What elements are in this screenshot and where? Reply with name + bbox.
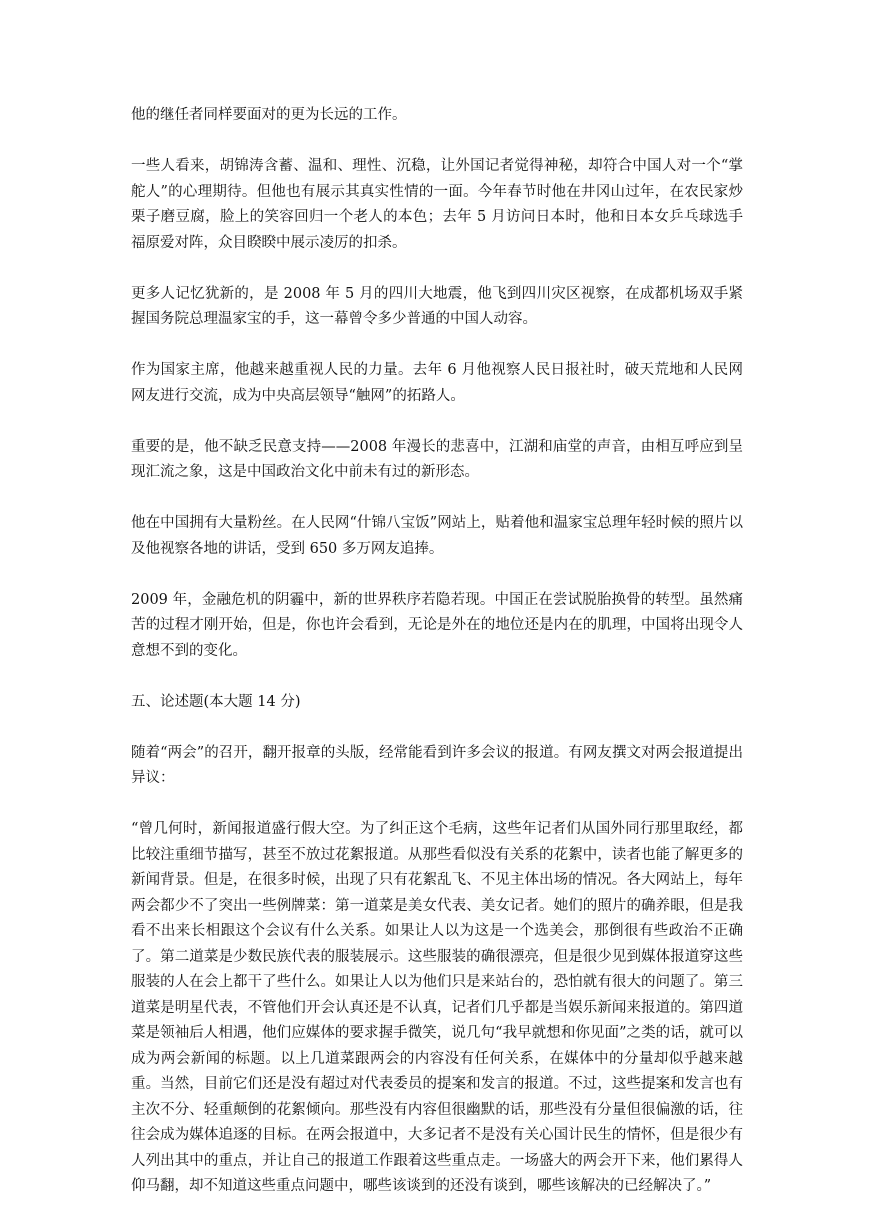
paragraph-two-sessions-intro: 随着“两会”的召开，翻开报章的头版，经常能看到许多会议的报道。有网友撰文对两会报道提出异议： [131,744,743,786]
paragraph-sichuan-earthquake: 更多人记忆犹新的，是 2008 年 5 月的四川大地震，他飞到四川灾区视察，在成都机场双手紧握国务院总理温家宝的手，这一幕曾令多少普通的中国人动容。 [131,285,743,327]
paragraph-hu-personality: 一些人看来，胡锦涛含蓄、温和、理性、沉稳，让外国记者觉得神秘，却符合中国人对一个“掌舵人”的心理期待。但他也有展示其真实性情的一面。今年春节时他在井冈山过年，在农民家炒栗子磨豆腐，脸上的笑容回归一个老人的本色；去年 5 月访问日本时，他和日本女乒乓球选手福原爱对阵，众目睽睽中展示凌厉的扣杀。 [131,158,743,251]
paragraph-public-support: 重要的是，他不缺乏民意支持——2008 年漫长的悲喜中，江湖和庙堂的声音，由相互呼应到呈现汇流之象，这是中国政治文化中前未有过的新形态。 [131,438,743,480]
section-heading-essay-question: 五、论述题(本大题 14 分) [131,693,301,710]
paragraph-2009-transformation: 2009 年，金融危机的阴霾中，新的世界秩序若隐若现。中国正在尝试脱胎换骨的转型。虽然痛苦的过程才刚开始，但是，你也许会看到，无论是外在的地位还是内在的肌理，中国将出现令人意想不到的变化。 [131,591,743,659]
document-body [131,103,743,1200]
paragraph-successor-work: 他的继任者同样要面对的更为长远的工作。 [131,107,407,123]
paragraph-fans: 他在中国拥有大量粉丝。在人民网“什锦八宝饭”网站上，贴着他和温家宝总理年轻时候的照片以及他视察各地的讲话，受到 650 多万网友追捧。 [131,515,743,557]
paragraph-people-power: 作为国家主席，他越来越重视人民的力量。去年 6 月他视察人民日报社时，破天荒地和人民网网友进行交流，成为中央高层领导“触网”的拓路人。 [131,362,743,404]
paragraph-netizen-quote: “曾几何时，新闻报道盛行假大空。为了纠正这个毛病，这些年记者们从国外同行那里取经，都比较注重细节描写，甚至不放过花絮报道。从那些看似没有关系的花絮中，读者也能了解更多的新闻背景。但是，在很多时候，出现了只有花絮乱飞、不见主体出场的情况。各大网站上，每年两会都少不了突出一些例牌菜：第一道菜是美女代表、美女记者。她们的照片的确养眼，但是我看不出来长相跟这个会议有什么关系。如果让人以为这是一个选美会，那倒很有些政治不正确了。第二道菜是少数民族代表的服装展示。这些服装的确很漂亮，但是很少见到媒体报道穿这些服装的人在会上都干了些什么。如果让人以为他们只是来站台的，恐怕就有很大的问题了。第三道菜是明星代表，不管他们开会认真还是不认真，记者们几乎都是当娱乐新闻来报道的。第四道菜是领袖后人相遇，他们应媒体的要求握手微笑，说几句“我早就想和你见面”之类的话，就可以成为两会新闻的标题。以上几道菜跟两会的内容没有任何关系，在媒体中的分量却似乎越来越重。当然，目前它们还是没有超过对代表委员的提案和发言的报道。不过，这些提案和发言也有主次不分、轻重颠倒的花絮倾向。那些没有内容但很幽默的话，那些没有分量但很偏激的话，往往会成为媒体追逐的目标。在两会报道中，大多记者不是没有关心国计民生的情怀，但是很少有人列出其中的重点，并让自己的报道工作跟着这些重点走。一场盛大的两会开下来，他们累得人仰马翻，却不知道这些重点问题中，哪些该谈到的还没有谈到，哪些该解决的已经解决了。” [131,821,743,1194]
